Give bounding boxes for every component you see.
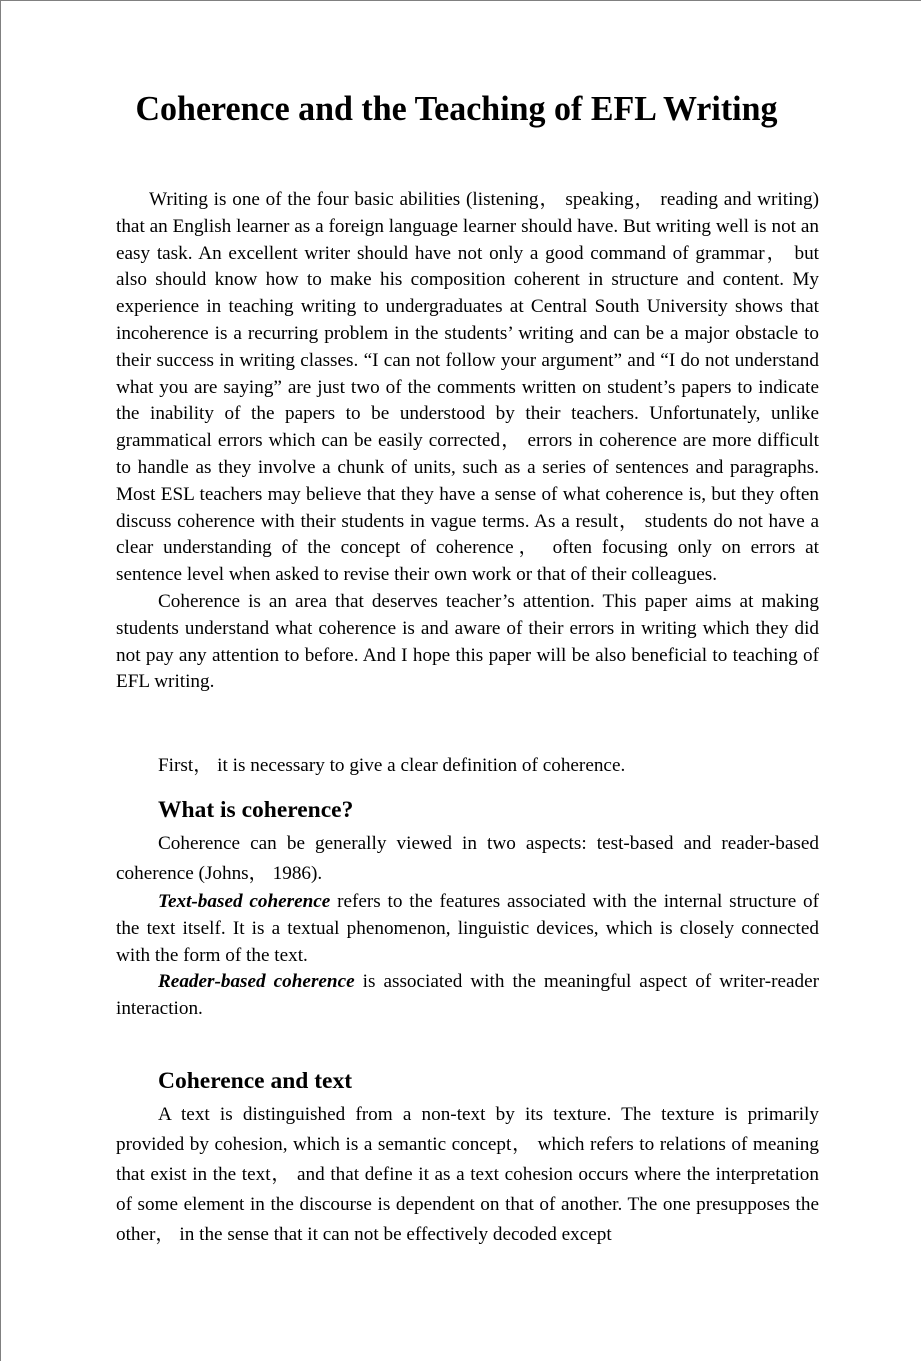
section-heading-coherence-and-text: Coherence and text [158,1068,353,1094]
section-what-is-coherence [116,795,819,1023]
document-title: Coherence and the Teaching of EFL Writing [135,90,778,128]
intro-paragraph-1: Writing is one of the four basic abilities (listening， speaking， reading and writing) that an English learner as a foreign language learner should have. But writing well is not an easy task. An excellent writer should have not only a good command of grammar， but also should know how to make his composition coherent in structure and content. My experience in teaching writing to undergraduates at Central South University shows that incoherence is a recurring problem in the students’ writing and can be a major obstacle to their success in writing classes. “I can not follow your argument” and “I do not understand what you are saying” are just two of the comments written on student’s papers to indicate the inability of the papers to be understood by their teachers. Unfortunately, unlike grammatical errors which can be easily corrected， errors in coherence are more difficult to handle as they involve a chunk of units, such as a series of sentences and paragraphs. Most ESL teachers may believe that they have a sense of what coherence is, but they often discuss coherence with their students in vague terms. As a result， students do not have a clear understanding of the concept of coherence， often focusing only on errors at sentence level when asked to revise their own work or that of their colleagues. [116,189,819,586]
text-based-coherence-term: Text-based coherence [158,891,331,912]
section-coherence-and-text [116,1066,819,1250]
section-heading-what-is-coherence: What is coherence? [158,797,354,823]
text-based-coherence-paragraph [116,889,819,969]
reader-based-coherence-term: Reader-based coherence [158,971,355,993]
intro-section [116,187,819,696]
intro-paragraph-2: Coherence is an area that deserves teacher’s attention. This paper aims at making students understand what coherence is and aware of their errors in writing which they did not pay any attention to before. And I hope this paper will be also beneficial to teaching of EFL writing. [116,590,819,693]
text-based-coherence-definition: refers to the features associated with the internal structure of the text itself. It is a textual phenomenon, linguistic devices, which is closely connected with the form of the text. [116,891,819,966]
section-2-paragraph-1: A text is distinguished from a non-text by its texture. The texture is primarily provided by cohesion, which is a semantic concept， which refers to relations of meaning that exist in the text， and that define it as a text cohesion occurs where the interpretation of some element in the discourse is dependent on that of another. The one presupposes the other， in the sense that it can not be effectively decoded except [116,1104,819,1245]
section-1-paragraph-1: Coherence can be generally viewed in two aspects: test-based and reader-based coherence (Johns， 1986). [116,833,819,884]
intro-paragraph-3-block [116,753,819,780]
reader-based-coherence-paragraph [116,969,819,1023]
reader-based-coherence-definition: is associated with the meaningful aspect of writer-reader interaction. [116,971,820,1020]
intro-paragraph-3: First， it is necessary to give a clear definition of coherence. [158,755,626,776]
